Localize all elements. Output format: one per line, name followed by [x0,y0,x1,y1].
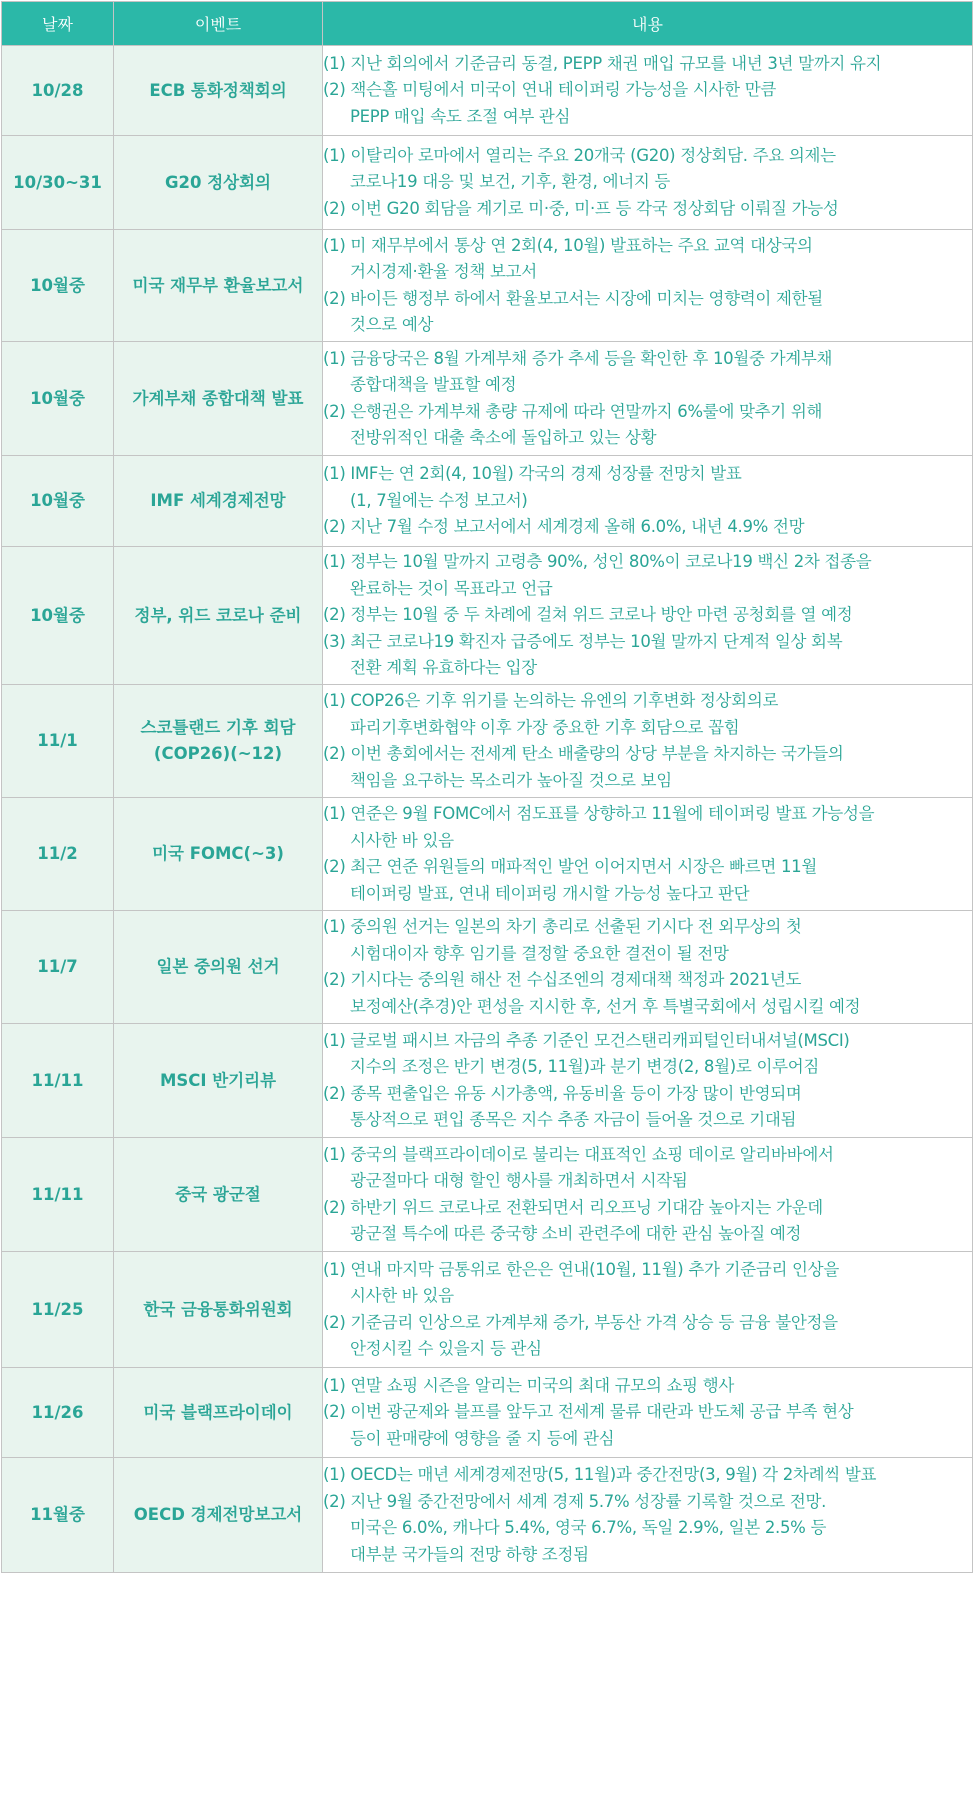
description-line: (1) 연내 마지막 금통위로 한은은 연내(10월, 11월) 추가 기준금리 인상을 [323,1259,839,1279]
description-line: (1) 정부는 10월 말까지 고령층 90%, 성인 80%이 코로나19 백신 2차 접종을 [323,552,872,572]
content-column-header: 내용 [323,2,973,46]
event-date: 11/11 [2,1024,114,1138]
description-line: (3) 최근 코로나19 확진자 급증에도 정부는 10월 말까지 단계적 일상 회복 [323,631,843,651]
description-line: (2) 이번 G20 회담을 계기로 미·중, 미·프 등 각국 정상회담 이뤄질 가능성 [323,198,839,218]
event-name [114,136,323,230]
event-name-line: (COP26)(~12) [153,744,283,763]
event-name [114,456,323,547]
table-row [2,1252,973,1368]
description-line: 광군절마다 대형 할인 행사를 개최하면서 시작됨 [350,1171,688,1190]
event-description [323,911,973,1024]
table-row [2,342,973,456]
table-row [2,547,973,685]
description-line: (1) 지난 회의에서 기준금리 동결, PEPP 채권 매입 규모를 내년 3년 말까지 유지 [323,53,882,73]
event-date: 11/7 [2,911,114,1024]
description-line: 시사한 바 있음 [350,1286,454,1305]
event-name-line: MSCI 반기리뷰 [159,1070,277,1090]
description-line: (2) 기시다는 중의원 해산 전 수십조엔의 경제대책 책정과 2021년도 [323,970,802,989]
table-row [2,911,973,1024]
description-line: 미국은 6.0%, 캐나다 5.4%, 영국 6.7%, 독일 2.9%, 일본 2.5% 등 [350,1518,827,1537]
event-name-line: 스코틀랜드 기후 회담 [140,718,296,737]
event-name [114,1024,323,1138]
event-date: 11/26 [2,1368,114,1458]
event-date: 10월중 [2,342,114,456]
table-row [2,685,973,798]
event-name [114,685,323,798]
description-line: (2) 이번 광군제와 블프를 앞두고 전세계 물류 대란과 반도체 공급 부족 현상 [323,1402,854,1422]
description-line: (1) OECD는 매년 세계경제전망(5, 11월)과 중간전망(3, 9월) 각 2차례씩 발표 [323,1465,877,1484]
event-name-line: 한국 금융통화위원회 [143,1299,293,1319]
event-date: 11월중 [2,1458,114,1573]
event-description [323,685,973,798]
description-line: 코로나19 대응 및 보건, 기후, 환경, 에너지 등 [350,172,671,192]
event-name [114,1138,323,1252]
description-line: (1) 연준은 9월 FOMC에서 점도표를 상향하고 11월에 테이퍼링 발표 가능성을 [323,804,875,823]
event-date: 11/2 [2,798,114,911]
event-schedule-table [1,1,973,1573]
description-line: 것으로 예상 [350,315,434,334]
description-line: 파리기후변화협약 이후 가장 중요한 기후 회담으로 꼽힘 [350,717,740,737]
event-column-header: 이벤트 [114,2,323,46]
event-name [114,911,323,1024]
description-line: (2) 하반기 위드 코로나로 전환되면서 리오프닝 기대감 높아지는 가운데 [323,1197,823,1217]
event-date: 10/30~31 [2,136,114,230]
event-name-line: G20 정상회의 [164,172,271,192]
description-line: (2) 이번 총회에서는 전세계 탄소 배출량의 상당 부분을 차지하는 국가들의 [323,744,844,763]
description-line: 등이 판매량에 영향을 줄 지 등에 관심 [350,1428,615,1448]
description-line: (1) 글로벌 패시브 자금의 추종 기준인 모건스탠리캐피털인터내셔널(MSCI) [323,1030,850,1050]
event-description [323,1458,973,1573]
description-line: (1) 중의원 선거는 일본의 차기 총리로 선출된 기시다 전 외무상의 첫 [323,917,802,936]
event-date: 11/1 [2,685,114,798]
description-line: 완료하는 것이 목표라고 언급 [350,578,553,598]
event-description [323,798,973,911]
description-line: (1) IMF는 연 2회(4, 10월) 각국의 경제 성장률 전망치 발표 [323,464,742,484]
table-header-row [2,2,973,46]
event-name-line: 일본 중의원 선거 [156,957,280,976]
event-name [114,230,323,342]
event-description [323,456,973,547]
description-line: (2) 잭슨홀 미팅에서 미국이 연내 테이퍼링 가능성을 시사한 만큼 [323,80,777,100]
description-line: 전환 계획 유효하다는 입장 [350,658,537,678]
event-date: 10월중 [2,456,114,547]
event-description [323,230,973,342]
event-name-line: 미국 재무부 환율보고서 [132,275,304,295]
description-line: 책임을 요구하는 목소리가 높아질 것으로 보임 [350,770,672,790]
description-line: 지수의 조정은 반기 변경(5, 11월)과 분기 변경(2, 8월)로 이루어짐 [350,1057,820,1076]
description-line: (1) 미 재무부에서 통상 연 2회(4, 10월) 발표하는 주요 교역 대상국의 [323,235,813,255]
event-name-line: OECD 경제전망보고서 [133,1505,303,1524]
description-line: (2) 종목 편출입은 유동 시가총액, 유동비율 등이 가장 많이 반영되며 [323,1083,802,1103]
description-line: PEPP 매입 속도 조절 여부 관심 [350,106,571,126]
event-name-line: ECB 통화정책회의 [149,80,287,100]
event-date: 11/11 [2,1138,114,1252]
description-line: 시사한 바 있음 [350,830,454,850]
table-row [2,230,973,342]
description-line: 보정예산(추경)안 편성을 지시한 후, 선거 후 특별국회에서 성립시킬 예정 [350,996,861,1016]
event-name [114,1458,323,1573]
description-line: (2) 최근 연준 위원들의 매파적인 발언 이어지면서 시장은 빠르면 11월 [323,857,817,876]
description-line: 통상적으로 편입 종목은 지수 추종 자금이 들어올 것으로 기대됨 [350,1110,797,1129]
event-name [114,547,323,685]
event-description [323,46,973,136]
event-description [323,342,973,456]
event-date: 11/25 [2,1252,114,1368]
date-column-header: 날짜 [2,2,114,46]
description-line: (2) 지난 9월 중간전망에서 세계 경제 5.7% 성장률 기록할 것으로 전망. [323,1491,827,1511]
description-line: (2) 기준금리 인상으로 가계부채 증가, 부동산 가격 상승 등 금융 불안정을 [323,1312,838,1332]
event-description [323,1368,973,1458]
event-name [114,798,323,911]
description-line: (1) 중국의 블랙프라이데이로 불리는 대표적인 쇼핑 데이로 알리바바에서 [323,1144,834,1164]
event-name [114,1368,323,1458]
event-description [323,1252,973,1368]
description-line: (1) COP26은 기후 위기를 논의하는 유엔의 기후변화 정상회의로 [323,691,779,710]
description-line: (2) 정부는 10월 중 두 차례에 걸쳐 위드 코로나 방안 마련 공청회를 열 예정 [323,605,853,625]
description-line: 테이퍼링 발표, 연내 테이퍼링 개시할 가능성 높다고 판단 [350,883,750,903]
event-name [114,342,323,456]
description-line: (2) 지난 7월 수정 보고서에서 세계경제 올해 6.0%, 내년 4.9% 전망 [323,517,805,537]
event-name-line: 중국 광군절 [175,1184,261,1204]
table-row [2,1368,973,1458]
description-line: (1) 이탈리아 로마에서 열리는 주요 20개국 (G20) 정상회담. 주요 의제는 [323,145,836,165]
table-row [2,1458,973,1573]
description-line: 시험대이자 향후 임기를 결정할 중요한 결전이 될 전망 [350,943,729,963]
table-row [2,1138,973,1252]
description-line: 광군절 특수에 따른 중국향 소비 관련주에 대한 관심 높아질 예정 [350,1224,802,1243]
event-name [114,1252,323,1368]
table-row [2,46,973,136]
description-line: (2) 바이든 행정부 하에서 환율보고서는 시장에 미치는 영향력이 제한될 [323,288,823,308]
event-description [323,136,973,230]
description-line: 종합대책을 발표할 예정 [350,375,517,394]
table-row [2,1024,973,1138]
event-name-line: 가계부채 종합대책 발표 [132,388,304,408]
description-line: 대부분 국가들의 전망 하향 조정됨 [350,1544,589,1564]
table-body [2,46,973,1573]
event-date: 10/28 [2,46,114,136]
event-name-line: 정부, 위드 코로나 준비 [134,605,302,625]
event-name-line: 미국 FOMC(~3) [152,844,284,863]
event-date: 10월중 [2,547,114,685]
table-row [2,798,973,911]
description-line: (1) 금융당국은 8월 가계부채 증가 추세 등을 확인한 후 10월중 가계부채 [323,348,833,368]
description-line: 전방위적인 대출 축소에 돌입하고 있는 상황 [350,428,657,447]
table-row [2,456,973,547]
event-date: 10월중 [2,230,114,342]
event-name-line: 미국 블랙프라이데이 [143,1402,293,1422]
description-line: (1) 연말 쇼핑 시즌을 알리는 미국의 최대 규모의 쇼핑 행사 [323,1375,735,1395]
description-line: (1, 7월에는 수정 보고서) [350,490,528,510]
table-row [2,136,973,230]
description-line: 거시경제·환율 정책 보고서 [350,262,537,281]
description-line: 안정시킬 수 있을지 등 관심 [350,1339,542,1358]
event-description [323,1024,973,1138]
event-name-line: IMF 세계경제전망 [150,491,286,510]
event-name [114,46,323,136]
event-description [323,547,973,685]
description-line: (2) 은행권은 가계부채 총량 규제에 따라 연말까지 6%룰에 맞추기 위해 [323,401,823,421]
event-description [323,1138,973,1252]
